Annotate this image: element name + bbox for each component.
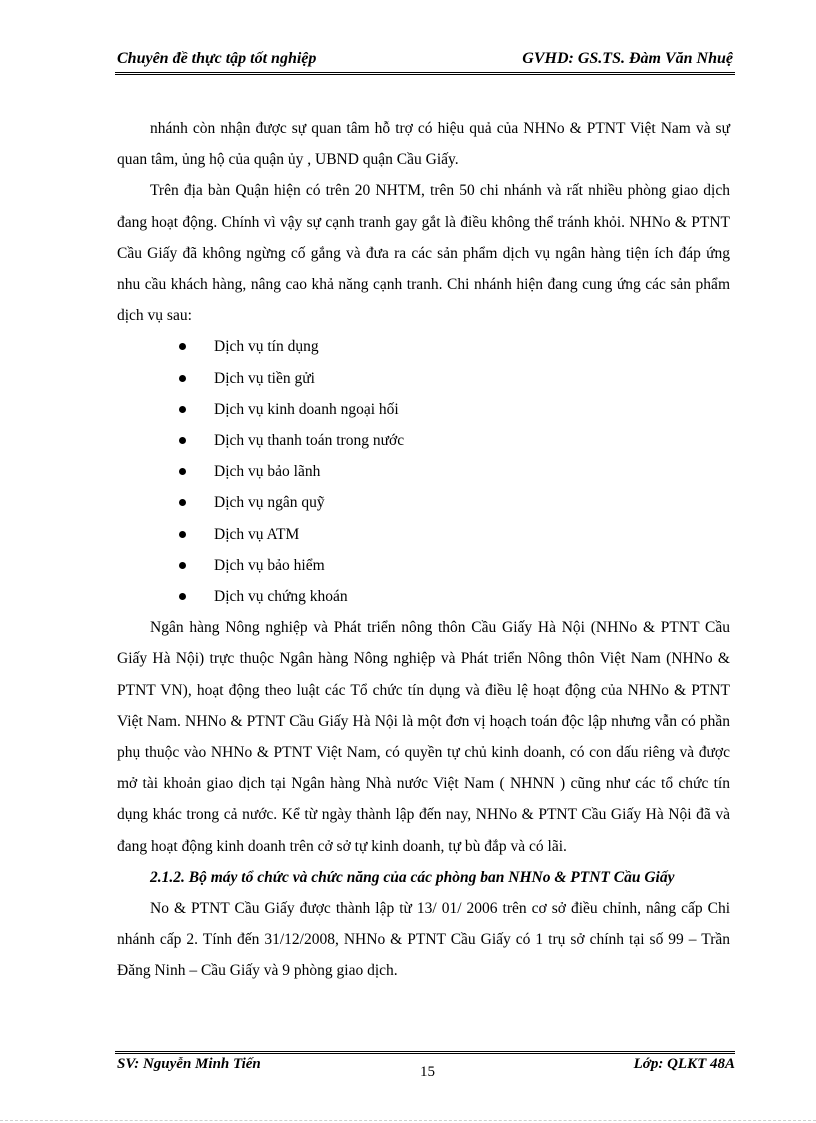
header-divider: [115, 72, 735, 75]
bullet-icon: [179, 562, 186, 569]
bullet-icon: [179, 437, 186, 444]
list-item: Dịch vụ chứng khoán: [117, 581, 730, 612]
header-course-title: Chuyên đề thực tập tốt nghiệp: [117, 50, 317, 67]
services-list: [117, 331, 730, 612]
page-boundary: [0, 1120, 816, 1121]
bullet-icon: [179, 375, 186, 382]
bullet-icon: [179, 593, 186, 600]
list-item: Dịch vụ bảo hiểm: [117, 550, 730, 581]
list-item: Dịch vụ thanh toán trong nước: [117, 425, 730, 456]
bullet-icon: [179, 468, 186, 475]
page-footer: [115, 1056, 735, 1080]
paragraph-2: Trên địa bàn Quận hiện có trên 20 NHTM, trên 50 chi nhánh và rất nhiều phòng giao dịch đang hoạt động. Chính vì vậy sự cạnh tranh gay gắt là điều không thể tránh khỏi. NHNo & PTNT Cầu Giấy đã không ngừng cố gắng và đưa ra các sản phẩm dịch vụ ngân hàng tiện ích đáp ứng nhu cầu khách hàng, nâng cao khả năng cạnh tranh. Chi nhánh hiện đang cung ứng các sản phẩm dịch vụ sau:: [117, 182, 730, 325]
paragraph-4: No & PTNT Cầu Giấy được thành lập từ 13/ 01/ 2006 trên cơ sở điều chỉnh, nâng cấp Chi nhánh cấp 2. Tính đến 31/12/2008, NHNo & PTNT Cầu Giấy có 1 trụ sở chính tại số 99 – Trần Đăng Ninh – Cầu Giấy và 9 phòng giao dịch.: [117, 900, 730, 980]
list-item: Dịch vụ tiền gửi: [117, 363, 730, 394]
footer-class: Lớp: QLKT 48A: [633, 1056, 735, 1072]
paragraph-3: Ngân hàng Nông nghiệp và Phát triển nông thôn Cầu Giấy Hà Nội (NHNo & PTNT Cầu Giấy Hà Nội) trực thuộc Ngân hàng Nông nghiệp và Phát triển Nông thôn Việt Nam (NHNo & PTNT VN), hoạt động theo luật các Tổ chức tín dụng và điều lệ hoạt động của NHNo & PTNT Việt Nam. NHNo & PTNT Cầu Giấy Hà Nội là một đơn vị hoạch toán độc lập nhưng vẫn có phần phụ thuộc vào NHNo & PTNT Việt Nam, có quyền tự chủ kinh doanh, có con dấu riêng và được mở tài khoản giao dịch tại Ngân hàng Nhà nước Việt Nam ( NHNN ) cũng như các tổ chức tín dụng khác trong cả nước. Kể từ ngày thành lập đến nay, NHNo & PTNT Cầu Giấy Hà Nội đã và đang hoạt động kinh doanh trên cở sở tự kinh doanh, tự bù đắp và có lãi.: [117, 619, 730, 855]
header-supervisor: GVHD: GS.TS. Đàm Văn Nhuệ: [522, 50, 733, 67]
list-item: Dịch vụ tín dụng: [117, 331, 730, 362]
footer-student: SV: Nguyễn Minh Tiến: [117, 1056, 261, 1072]
page-number: 15: [420, 1064, 435, 1080]
document-body: [117, 113, 730, 987]
bullet-icon: [179, 531, 186, 538]
list-item: Dịch vụ ATM: [117, 519, 730, 550]
list-item: Dịch vụ bảo lãnh: [117, 456, 730, 487]
section-heading: 2.1.2. Bộ máy tổ chức và chức năng của các phòng ban NHNo & PTNT Cầu Giấy: [150, 868, 675, 886]
footer-divider: [115, 1051, 735, 1054]
list-item: Dịch vụ ngân quỹ: [117, 487, 730, 518]
list-item: Dịch vụ kinh doanh ngoại hối: [117, 394, 730, 425]
bullet-icon: [179, 406, 186, 413]
paragraph-1: nhánh còn nhận được sự quan tâm hỗ trợ có hiệu quả của NHNo & PTNT Việt Nam và sự quan tâm, ủng hộ của quận ủy , UBND quận Cầu Giấy.: [117, 120, 730, 169]
bullet-icon: [179, 343, 186, 350]
page-header: [115, 48, 733, 74]
bullet-icon: [179, 499, 186, 506]
